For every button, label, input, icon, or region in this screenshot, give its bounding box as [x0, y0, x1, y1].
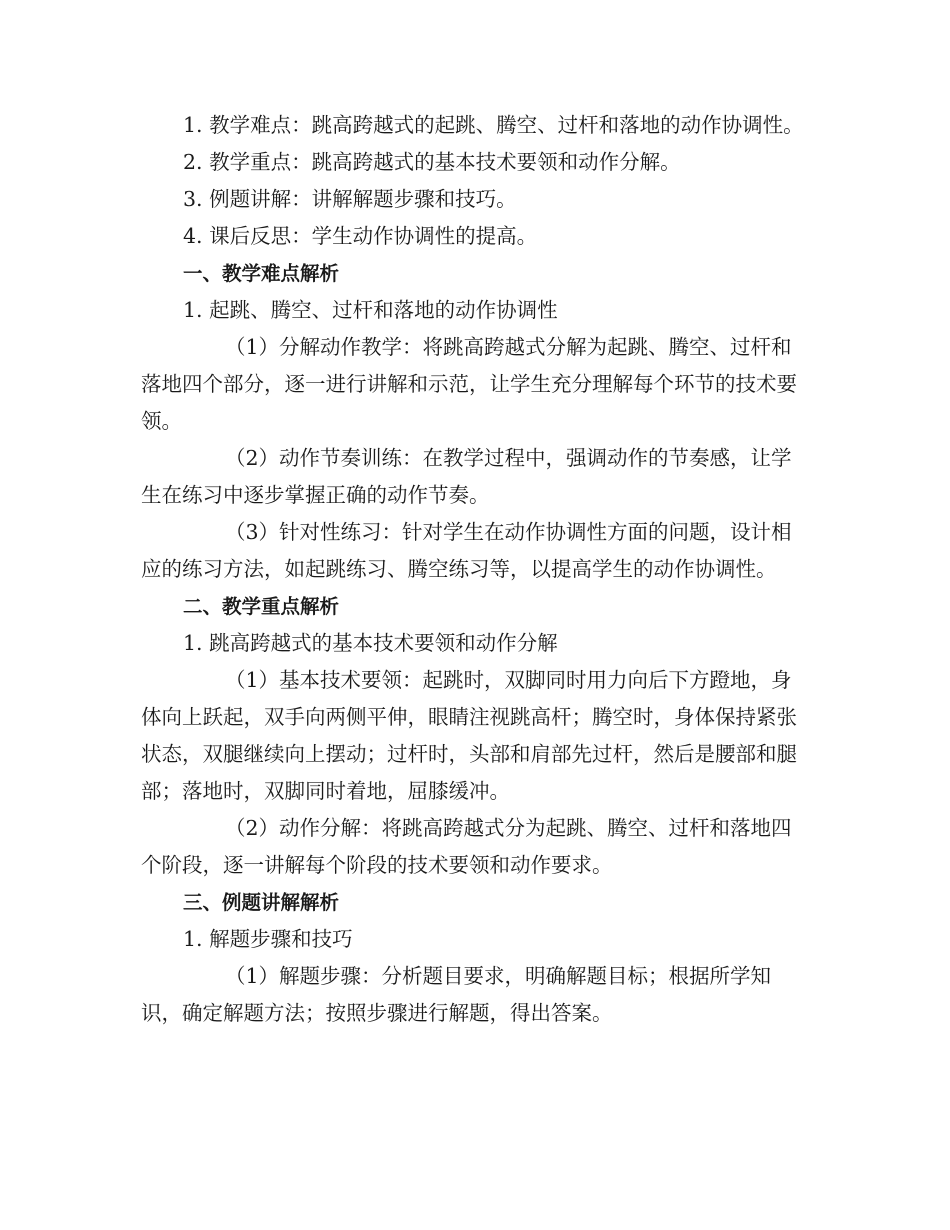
list-item-teaching-difficulty: 1. 教学难点：跳高跨越式的起跳、腾空、过杆和落地的动作协调性。 [183, 113, 804, 137]
list-item-teaching-focus: 2. 教学重点：跳高跨越式的基本技术要领和动作分解。 [183, 150, 681, 174]
section-heading-difficulty: 一、教学难点解析 [183, 262, 340, 285]
list-item-basic-technique: 1. 跳高跨越式的基本技术要领和动作分解 [183, 631, 558, 655]
section-heading-focus: 二、教学重点解析 [183, 595, 340, 618]
list-item-example-explanation: 3. 例题讲解：讲解解题步骤和技巧。 [183, 187, 517, 211]
sub-item-technique-essentials: （1）基本技术要领：起跳时，双脚同时用力向后下方蹬地，身体向上跃起，双手向两侧平伸，眼睛注视跳高杆；腾空时，身体保持紧张状态，双腿继续向上摆动；过杆时，头部和肩部先过杆，然后是腰部和腿部；落地时，双脚同时着地，屈膝缓冲。 [141, 668, 797, 803]
list-item-reflection: 4. 课后反思：学生动作协调性的提高。 [183, 224, 538, 248]
sub-item-solving-procedure: （1）解题步骤：分析题目要求，明确解题目标；根据所学知识，确定解题方法；按照步骤进行解题，得出答案。 [141, 964, 772, 1025]
sub-item-decomposition-teaching: （1）分解动作教学：将跳高跨越式分解为起跳、腾空、过杆和落地四个部分，逐一进行讲解和示范，让学生充分理解每个环节的技术要领。 [141, 335, 797, 433]
list-item-solving-steps: 1. 解题步骤和技巧 [183, 927, 353, 951]
document-body [141, 107, 806, 1032]
sub-item-movement-decomposition: （2）动作分解：将跳高跨越式分为起跳、腾空、过杆和落地四个阶段，逐一讲解每个阶段的技术要领和动作要求。 [141, 816, 792, 877]
list-item-coordination: 1. 起跳、腾空、过杆和落地的动作协调性 [183, 298, 558, 322]
section-heading-examples: 三、例题讲解解析 [183, 891, 340, 914]
sub-item-targeted-practice: （3）针对性练习：针对学生在动作协调性方面的问题，设计相应的练习方法，如起跳练习、腾空练习等，以提高学生的动作协调性。 [141, 520, 792, 581]
sub-item-rhythm-training: （2）动作节奏训练：在教学过程中，强调动作的节奏感，让学生在练习中逐步掌握正确的动作节奏。 [141, 446, 792, 507]
